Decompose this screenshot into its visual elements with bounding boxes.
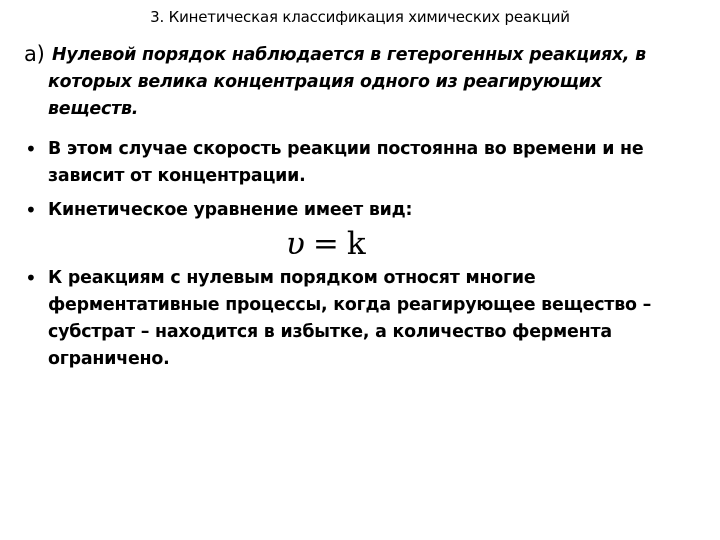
- intro-text-content: Нулевой порядок наблюдается в гетерогенных реакциях, в которых велика концентрация одного из реагирующих веществ.: [48, 45, 646, 119]
- bullet-marker: •: [25, 137, 37, 161]
- bullet-marker: •: [25, 266, 37, 290]
- formula-equals-sign: =: [312, 226, 339, 262]
- slide-title: 3. Кинетическая классификация химических реакций: [150, 8, 570, 26]
- bullet-item-constant-rate: [24, 136, 694, 190]
- list-marker-a: а): [24, 42, 45, 66]
- bullet-text: Кинетическое уравнение имеет вид:: [48, 200, 413, 220]
- intro-item: [24, 42, 694, 123]
- bullet-text: В этом случае скорость реакции постоянна во времени и не зависит от концентрации.: [48, 139, 644, 186]
- formula-rate-symbol: υ: [286, 226, 305, 262]
- intro-text: [24, 42, 694, 123]
- kinetic-equation: [286, 224, 366, 264]
- bullet-marker: •: [25, 198, 37, 222]
- bullet-item-equation-intro: [24, 197, 694, 224]
- formula-rate-constant: k: [346, 226, 366, 262]
- bullet-item-enzymatic: [24, 265, 694, 373]
- bullet-text: К реакциям с нулевым порядком относят многие ферментативные процессы, когда реагирующее вещество – субстрат – находится в избытке, а количество фермента ограничено.: [48, 268, 652, 369]
